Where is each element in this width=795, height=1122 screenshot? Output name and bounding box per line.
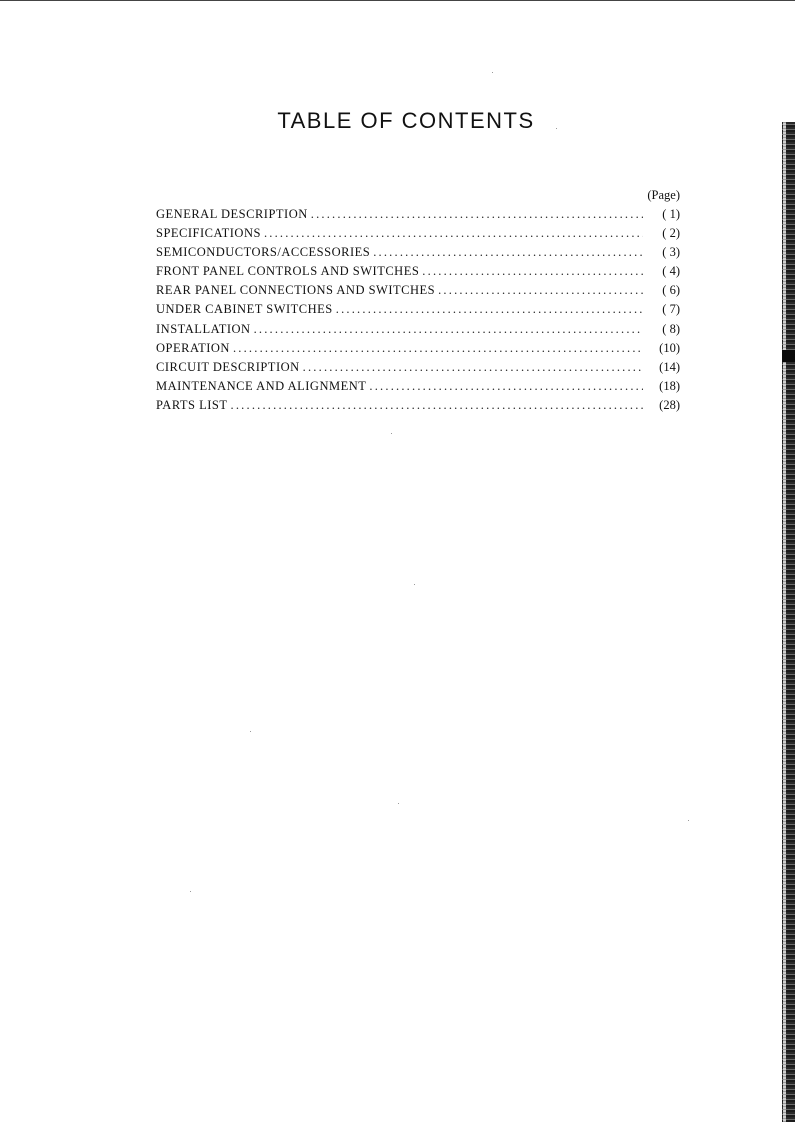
dot-leader xyxy=(373,243,643,262)
toc-entry-page: ( 6) xyxy=(662,283,680,298)
toc-entry-label: SEMICONDUCTORS/ACCESSORIES xyxy=(156,245,371,260)
toc-entry-label: UNDER CABINET SWITCHES xyxy=(156,302,333,317)
toc-entry-semiconductors-accessories[interactable] xyxy=(156,243,680,262)
toc-entry-front-panel-controls[interactable] xyxy=(156,262,680,281)
dot-leader xyxy=(336,300,643,319)
dot-leader xyxy=(254,320,643,339)
toc-entry-label: SPECIFICATIONS xyxy=(156,226,261,241)
scan-binding-edge-highlight xyxy=(783,122,786,1122)
toc-entry-label: OPERATION xyxy=(156,340,230,355)
toc-entry-page: (28) xyxy=(659,397,680,412)
toc-entry-label: INSTALLATION xyxy=(156,321,251,336)
toc-entry-under-cabinet-switches[interactable] xyxy=(156,300,680,319)
scan-speck xyxy=(398,803,399,804)
dot-leader xyxy=(233,339,643,358)
scan-speck xyxy=(190,891,191,892)
toc-entry-page: ( 1) xyxy=(662,207,680,221)
toc-entry-operation[interactable] xyxy=(156,339,680,358)
page-top-border xyxy=(0,0,795,1)
scan-speck xyxy=(391,433,392,434)
toc-entry-page: ( 4) xyxy=(662,264,680,279)
scan-speck xyxy=(414,584,415,585)
toc-entry-page: ( 2) xyxy=(662,226,680,241)
dot-leader xyxy=(438,281,643,300)
toc-entry-page: ( 7) xyxy=(662,302,680,317)
toc-entry-specifications[interactable] xyxy=(156,224,680,243)
toc-entry-label: REAR PANEL CONNECTIONS AND SWITCHES xyxy=(156,283,436,298)
toc-entry-rear-panel-connections[interactable] xyxy=(156,281,680,300)
page-title: TABLE OF CONTENTS xyxy=(277,108,535,133)
dot-leader xyxy=(369,377,643,396)
scan-speck xyxy=(688,820,689,821)
table-of-contents xyxy=(156,186,680,415)
toc-entry-parts-list[interactable] xyxy=(156,396,680,415)
toc-entry-general-description[interactable] xyxy=(156,205,680,224)
toc-entry-page: ( 3) xyxy=(662,245,680,260)
page-column-header: (Page) xyxy=(647,188,680,202)
toc-entry-page: (14) xyxy=(659,359,680,374)
scan-binding-edge-mark xyxy=(782,350,795,362)
dot-leader xyxy=(264,224,643,243)
toc-entry-page: (18) xyxy=(659,378,680,393)
toc-entry-installation[interactable] xyxy=(156,320,680,339)
dot-leader xyxy=(422,262,643,281)
toc-entry-label: FRONT PANEL CONTROLS AND SWITCHES xyxy=(156,264,420,279)
toc-entry-label: GENERAL DESCRIPTION xyxy=(156,207,308,221)
toc-entry-label: MAINTENANCE AND ALIGNMENT xyxy=(156,378,367,393)
toc-entry-page: (10) xyxy=(659,340,680,355)
scan-speck xyxy=(492,72,493,73)
toc-entry-circuit-description[interactable] xyxy=(156,358,680,377)
toc-entry-maintenance-alignment[interactable] xyxy=(156,377,680,396)
toc-entry-page: ( 8) xyxy=(662,321,680,336)
dot-leader xyxy=(303,358,643,377)
toc-entry-label: PARTS LIST xyxy=(156,397,228,412)
toc-entry-label: CIRCUIT DESCRIPTION xyxy=(156,359,300,374)
scan-speck xyxy=(250,731,251,732)
dot-leader xyxy=(311,205,643,224)
dot-leader xyxy=(231,396,643,415)
